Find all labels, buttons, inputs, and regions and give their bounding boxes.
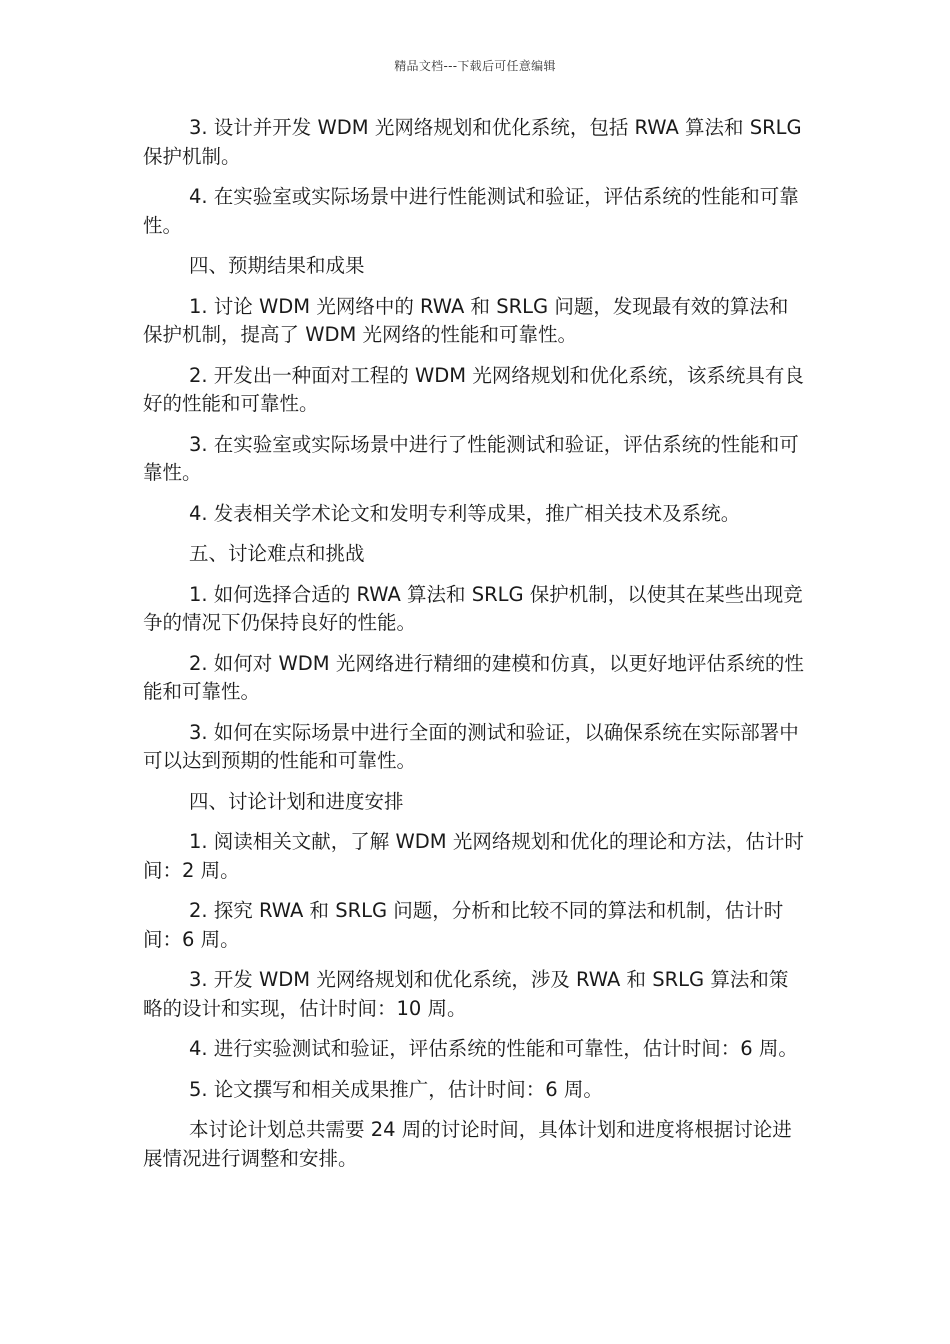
section-heading-plan-schedule: 四、讨论计划和进度安排: [189, 789, 404, 813]
list-item-difficulty-3: 3. 如何在实际场景中进行全面的测试和验证，以确保系统在实际部署中可以达到预期的性能和可靠性。: [143, 720, 799, 772]
page-header: 精品文档---下载后可任意编辑: [394, 59, 556, 73]
list-item-difficulty-2: 2. 如何对 WDM 光网络进行精细的建模和仿真，以更好地评估系统的性能和可靠性。: [143, 651, 804, 703]
list-item-plan-2: 2. 探究 RWA 和 SRLG 问题，分析和比较不同的算法和机制，估计时间：6 周。: [143, 899, 784, 951]
list-item-result-3: 3. 在实验室或实际场景中进行了性能测试和验证，评估系统的性能和可靠性。: [143, 432, 799, 484]
document-body: [143, 114, 805, 1185]
list-item-result-1: 1. 讨论 WDM 光网络中的 RWA 和 SRLG 问题，发现最有效的算法和保护机制，提高了 WDM 光网络的性能和可靠性。: [143, 294, 789, 346]
list-item-plan-1: 1. 阅读相关文献，了解 WDM 光网络规划和优化的理论和方法，估计时间：2 周。: [143, 830, 804, 882]
list-item-plan-4: 4. 进行实验测试和验证，评估系统的性能和可靠性，估计时间：6 周。: [189, 1037, 798, 1060]
list-item-design-system: 3. 设计并开发 WDM 光网络规划和优化系统，包括 RWA 算法和 SRLG 保护机制。: [143, 116, 802, 168]
list-item-plan-3: 3. 开发 WDM 光网络规划和优化系统，涉及 RWA 和 SRLG 算法和策略的设计和实现，估计时间：10 周。: [143, 968, 789, 1020]
summary-paragraph: 本讨论计划总共需要 24 周的讨论时间，具体计划和进度将根据讨论进展情况进行调整和安排。: [143, 1118, 792, 1170]
list-item-plan-5: 5. 论文撰写和相关成果推广，估计时间：6 周。: [189, 1077, 603, 1101]
list-item-result-4: 4. 发表相关学术论文和发明专利等成果，推广相关技术及系统。: [189, 501, 741, 525]
list-item-performance-test: 4. 在实验室或实际场景中进行性能测试和验证，评估系统的性能和可靠性。: [143, 185, 799, 237]
section-heading-difficulties: 五、讨论难点和挑战: [189, 542, 365, 565]
list-item-difficulty-1: 1. 如何选择合适的 RWA 算法和 SRLG 保护机制，以使其在某些出现竞争的情况下仍保持良好的性能。: [143, 582, 803, 634]
list-item-result-2: 2. 开发出一种面对工程的 WDM 光网络规划和优化系统，该系统具有良好的性能和可靠性。: [143, 363, 804, 415]
section-heading-expected-results: 四、预期结果和成果: [189, 254, 365, 277]
